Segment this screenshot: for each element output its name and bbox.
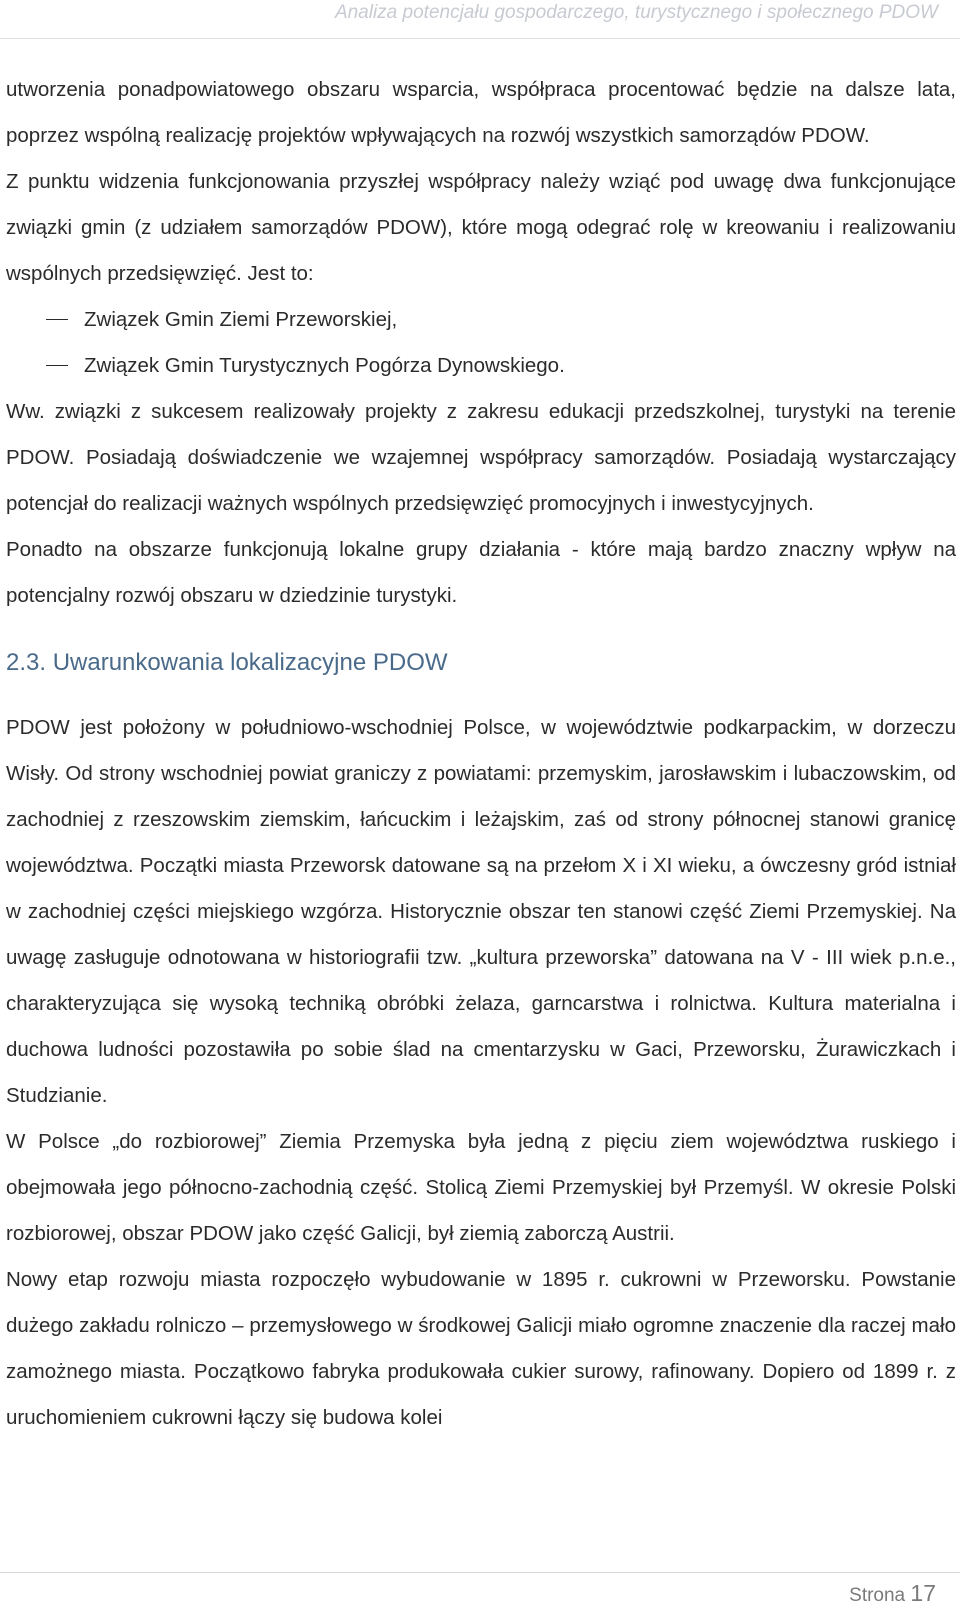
list-item <box>6 297 956 343</box>
paragraph-associations-experience: Ww. związki z sukcesem realizowały projekty z zakresu edukacji przedszkolnej, turystyki na terenie PDOW. Posiadają doświadczenie we wzajemnej współpracy samorządów. Posiadają wystarczający potencjał do realizacji ważnych wspólnych przedsięwzięć promocyjnych i inwestycyjnych. <box>6 400 956 515</box>
page-footer <box>849 1580 936 1607</box>
associations-list <box>6 297 956 389</box>
footer-divider <box>0 1572 960 1573</box>
paragraph-location: PDOW jest położony w południowo-wschodniej Polsce, w województwie podkarpackim, w dorzeczu Wisły. Od strony wschodniej powiat graniczy z powiatami: przemyskim, jarosławskim i lubaczowskim, od zachodniej z rzeszowskim ziemskim, łańcuckim i leżajskim, zaś od strony północnej stanowi granicę województwa. Początki miasta Przeworsk datowane są na przełom X i XI wieku, a ówczesny gród istniał w zachodniej części miejskiego wzgórza. Historycznie obszar ten stanowi część Ziemi Przemyskiej. Na uwagę zasługuje odnotowana w historiografii tzw. „kultura przeworska” datowana na V - III wiek p.n.e., charakteryzująca się wysoką techniką obróbki żelaza, garncarstwa i rolnictwa. Kultura materialna i duchowa ludności pozostawiła po sobie ślad na cmentarzysku w Gaci, Przeworsku, Żurawiczkach i Studzianie. <box>6 716 956 1107</box>
section-heading: 2.3. Uwarunkowania lokalizacyjne PDOW <box>6 649 448 676</box>
paragraph-intro-continuation: utworzenia ponadpowiatowego obszaru wsparcia, współpraca procentować będzie na dalsze lata, poprzez wspólną realizację projektów wpływających na rozwój wszystkich samorządów PDOW. <box>6 78 956 147</box>
dash-bullet-icon <box>46 319 68 320</box>
list-item-text: Związek Gmin Turystycznych Pogórza Dynowskiego. <box>84 354 565 377</box>
list-item-text: Związek Gmin Ziemi Przeworskiej, <box>84 308 398 331</box>
paragraph-history: W Polsce „do rozbiorowej” Ziemia Przemyska była jedną z pięciu ziem województwa ruskiego i obejmowała jego północno-zachodnią część. Stolicą Ziemi Przemyskiej był Przemyśl. W okresie Polski rozbiorowej, obszar PDOW jako część Galicji, był ziemią zaborczą Austrii. <box>6 1130 956 1245</box>
paragraph-local-action-groups: Ponadto na obszarze funkcjonują lokalne grupy działania - które mają bardzo znaczny wpływ na potencjalny rozwój obszaru w dziedzinie turystyki. <box>6 538 956 607</box>
page-number: 17 <box>910 1580 936 1606</box>
paragraph-associations: Z punktu widzenia funkcjonowania przyszłej współpracy należy wziąć pod uwagę dwa funkcjonujące związki gmin (z udziałem samorządów PDOW), które mogą odegrać rolę w kreowaniu i realizowaniu wspólnych przedsięwzięć. Jest to: <box>6 170 956 285</box>
paragraph-sugar-factory: Nowy etap rozwoju miasta rozpoczęło wybudowanie w 1895 r. cukrowni w Przeworsku. Powstanie dużego zakładu rolniczo – przemysłowego w środkowej Galicji miało ogromne znaczenie dla raczej mało zamożnego miasta. Początkowo fabryka produkowała cukier surowy, rafinowany. Dopiero od 1899 r. z uruchomieniem cukrowni łączy się budowa kolei <box>6 1268 956 1429</box>
page-label: Strona <box>849 1585 906 1606</box>
header-divider <box>0 38 960 39</box>
page-body <box>6 67 956 1441</box>
dash-bullet-icon <box>46 365 68 366</box>
running-header: Analiza potencjału gospodarczego, turystycznego i społecznego PDOW <box>334 2 938 23</box>
list-item <box>6 343 956 389</box>
